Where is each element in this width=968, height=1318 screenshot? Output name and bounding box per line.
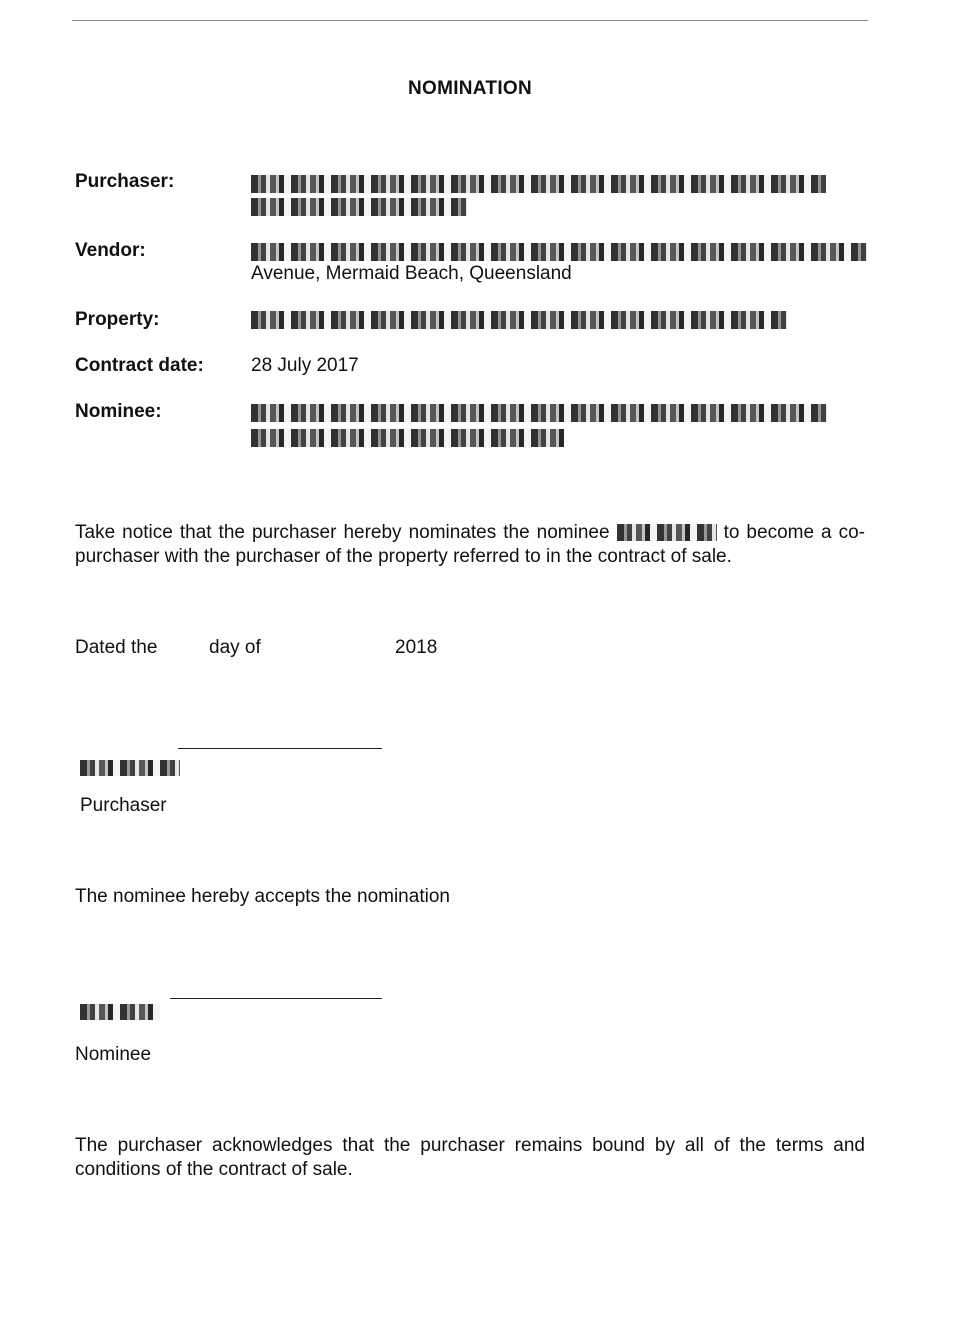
acceptance-statement: The nominee hereby accepts the nomination [75,886,450,907]
purchaser-signature-line [178,748,382,749]
property-label: Property: [75,309,160,330]
redacted-nominee-name [617,524,717,541]
notice-text-part1: Take notice that the purchaser hereby nominates the nominee [75,522,610,543]
nominee-signature-line [170,998,382,999]
dated-year: 2018 [395,637,438,658]
redacted-nominee-signatory [80,1004,160,1020]
contract-date-value: 28 July 2017 [251,355,359,376]
redacted-purchaser-line1 [251,175,826,193]
document-title: NOMINATION [407,78,533,99]
notice-paragraph [75,521,865,569]
redacted-purchaser-signatory [80,760,180,776]
nominee-signature-caption: Nominee [75,1044,152,1065]
dated-the-text: Dated the [75,637,158,658]
contract-date-label: Contract date: [75,355,204,376]
redacted-vendor-line1 [251,243,867,261]
header-rule [72,20,868,21]
vendor-label: Vendor: [75,240,146,261]
redacted-purchaser-line2 [251,198,467,216]
day-of-text: day of [209,637,261,658]
redacted-nominee-line2 [251,429,564,447]
nominee-label: Nominee: [75,401,162,422]
purchaser-signature-caption: Purchaser [80,795,167,816]
vendor-value-line2: Avenue, Mermaid Beach, Queensland [251,263,572,284]
redacted-nominee-line1 [251,404,827,422]
acknowledgement-paragraph: The purchaser acknowledges that the purchaser remains bound by all of the terms and conditions of the contract of sale. [75,1135,865,1180]
purchaser-label: Purchaser: [75,171,175,192]
notice-text-part2: to become a co-purchaser with the purchaser of the property referred to in the contract of sale. [75,522,866,567]
redacted-property [251,311,787,329]
